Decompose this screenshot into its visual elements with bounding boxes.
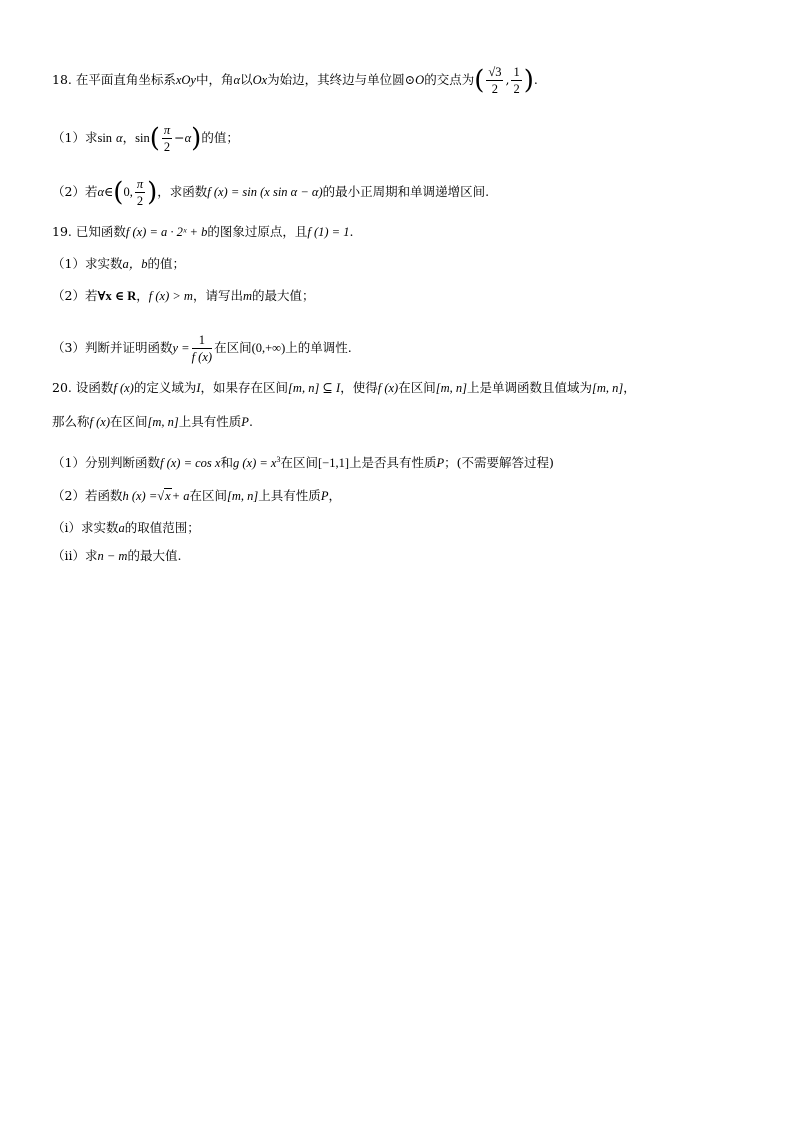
q19-intro: 19. 已知函数f (x) = a · 2ˣ + b的图象过原点，且f (1) = 1. (52, 224, 354, 239)
text: 以 (240, 72, 253, 87)
q18-part1: （1）求sin α，sin( $\frac{\pi}{2}$ −α)的值； (52, 123, 239, 154)
text: 的最小正周期和单调递增区间. (322, 184, 490, 199)
q20-intro-line2: 那么称f (x)在区间[m, n]上具有性质P. (52, 414, 253, 429)
q20-part2: （2）若函数h (x) =√x+ a在区间[m, n]上具有性质P， (52, 488, 341, 503)
fraction: $\frac{\pi}{2}$ (163, 123, 171, 154)
text: 18. 在平面直角坐标系 (52, 72, 176, 87)
q18-part2: （2）若α∈(0, $\frac{\pi}{2}$ )，求函数f (x) = sin (x sin α − α)的最小正周期和单调递增区间. (52, 177, 490, 208)
fraction: $\frac{1}{f (x)}$ (191, 333, 213, 364)
fraction: $\frac{\pi}{2}$ (136, 177, 144, 208)
q19-part1: （1）求实数a，b的值； (52, 256, 185, 271)
math: Ox (252, 73, 268, 87)
q20-part1: （1）分别判断函数f (x) = cos x和g $(x) = x^3$在区间[−1,1]上是否具有性质P；(不需要解答过程) (52, 455, 554, 471)
text: 19. 已知函数 (52, 224, 126, 239)
text: 的图象过原点，且 (207, 224, 308, 239)
math: α (233, 73, 241, 87)
q20-part2-i: （i）求实数a的取值范围； (52, 520, 200, 535)
math: xOy (175, 73, 196, 87)
fraction: $\frac{√3}{2}$ (488, 65, 502, 96)
q19-part2: （2）若∀x ∈ R，f (x) > m，请写出m的最大值； (52, 288, 315, 303)
text: 的交点为 (424, 72, 475, 87)
math: f (x) = a · 2ˣ + b (125, 225, 208, 239)
q20-intro: 20. 设函数f (x)的定义域为I，如果存在区间[m, n] ⊆ I，使得f (x)在区间[m, n]上是单调函数且值域为[m, n]， (52, 380, 636, 395)
q19-part3: （3）判断并证明函数y = $\frac{1}{f (x)}$ 在区间(0,+∞)上的单调性. (52, 333, 352, 364)
fraction: $\frac{1}{2}$ (513, 65, 520, 96)
math: f (x) = sin (x sin α − α) (207, 185, 323, 199)
q20-part2-ii: （ii）求n − m的最大值. (52, 548, 182, 563)
text: 中，角 (195, 72, 234, 87)
text: （2）若 (52, 184, 98, 199)
q18-intro: 18. 在平面直角坐标系xOy中，角α以Ox为始边，其终边与单位圆⊙O的交点为( $\frac{√3}{2}$ , $\frac{1}{2}$ ). (52, 65, 538, 96)
math: f (1) = 1 (307, 225, 350, 239)
text: 的值； (201, 130, 239, 145)
math: ⊙O (404, 73, 425, 87)
text: 为始边，其终边与单位圆 (267, 72, 405, 87)
text: （1）求 (52, 130, 98, 145)
